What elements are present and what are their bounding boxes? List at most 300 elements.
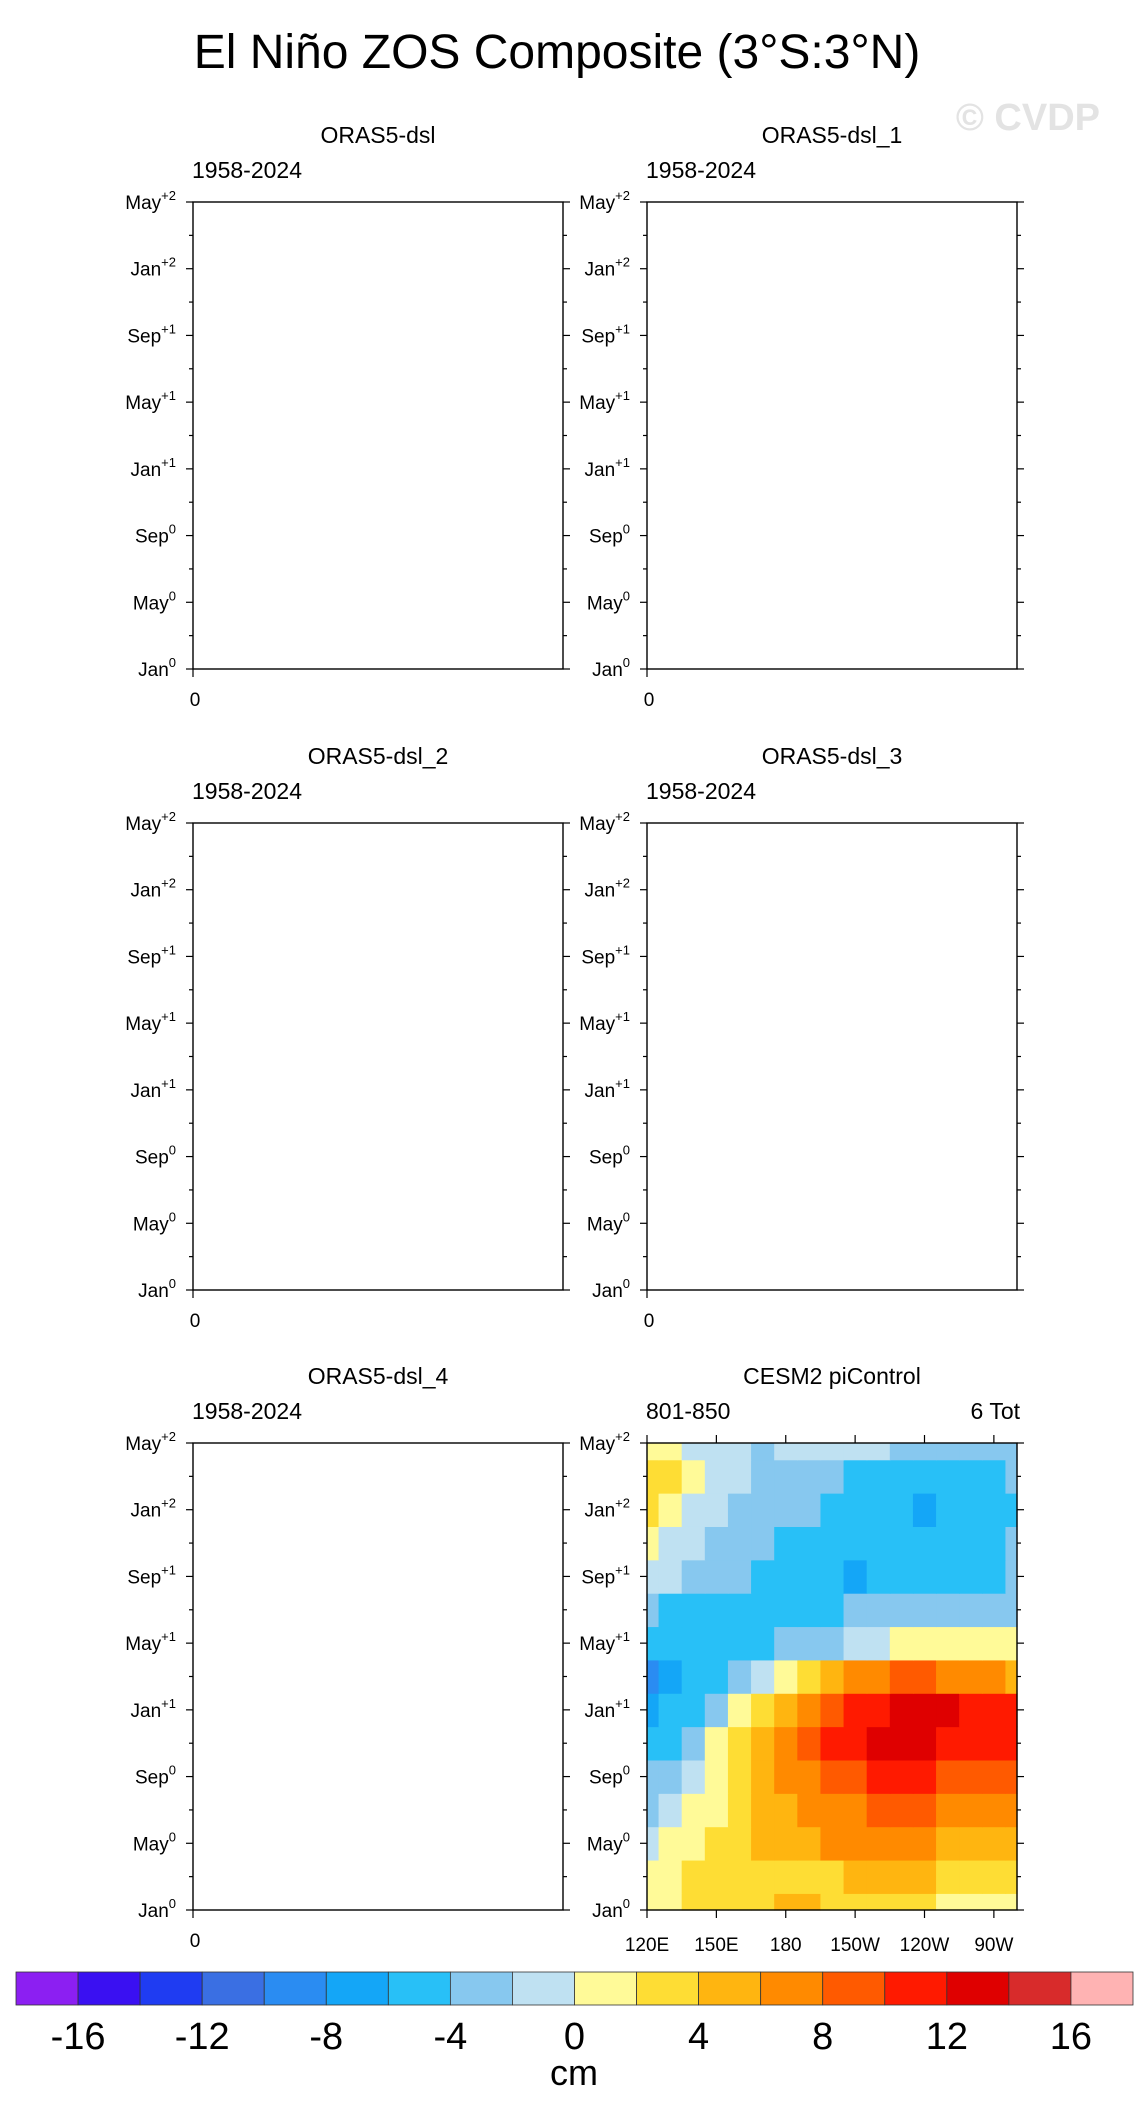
heatmap-cell xyxy=(867,1893,891,1910)
heatmap-cell xyxy=(844,1860,868,1894)
heatmap-cell xyxy=(913,1493,937,1527)
heatmap-cell xyxy=(982,1793,1006,1827)
heatmap-cell xyxy=(659,1460,683,1494)
heatmap-cell xyxy=(647,1493,659,1527)
heatmap-cell xyxy=(844,1443,868,1460)
y-tick-label: Sep$^{+1}$ xyxy=(127,942,176,969)
heatmap-cell xyxy=(936,1526,960,1560)
heatmap-cell xyxy=(682,1660,706,1694)
y-tick-label: Sep$^{+1}$ xyxy=(581,1562,630,1589)
figure-title: El Niño ZOS Composite (3°S:3°N) xyxy=(193,26,921,79)
heatmap-cell xyxy=(797,1793,821,1827)
colorbar-box xyxy=(575,1972,637,2005)
heatmap-cell xyxy=(705,1793,729,1827)
x-tick-label: 180 xyxy=(769,1935,802,1956)
heatmap-cell xyxy=(774,1760,798,1794)
heatmap-cell xyxy=(936,1460,960,1494)
x-tick-label: 150E xyxy=(694,1935,739,1956)
heatmap-cell xyxy=(959,1443,983,1460)
panel-title: ORAS5-dsl xyxy=(320,122,436,148)
heatmap-cell xyxy=(820,1827,844,1861)
heatmap-cell xyxy=(682,1526,706,1560)
heatmap-cell xyxy=(820,1760,844,1794)
heatmap-cell xyxy=(705,1660,729,1694)
heatmap-cell xyxy=(959,1860,983,1894)
heatmap-cell xyxy=(959,1526,983,1560)
heatmap-cell xyxy=(682,1626,706,1660)
y-tick-label: Jan$^{+1}$ xyxy=(584,1075,630,1102)
heatmap-cell xyxy=(1005,1626,1017,1660)
heatmap-cell xyxy=(751,1593,775,1627)
heatmap-cell xyxy=(913,1660,937,1694)
heatmap-cell xyxy=(797,1860,821,1894)
colorbar-label: -12 xyxy=(174,2016,230,2058)
heatmap-cell xyxy=(867,1793,891,1827)
colorbar-box xyxy=(512,1972,574,2005)
plot-frame xyxy=(193,823,563,1290)
heatmap-cell xyxy=(647,1760,659,1794)
panel-period: 1958-2024 xyxy=(646,157,756,183)
panel-title: ORAS5-dsl_4 xyxy=(307,1363,449,1389)
heatmap-cell xyxy=(982,1443,1006,1460)
heatmap-cell xyxy=(867,1560,891,1594)
heatmap-cell xyxy=(820,1626,844,1660)
heatmap-cell xyxy=(982,1493,1006,1527)
heatmap-cell xyxy=(751,1793,775,1827)
heatmap-cell xyxy=(959,1493,983,1527)
heatmap-cell xyxy=(890,1660,914,1694)
heatmap-cell xyxy=(936,1860,960,1894)
heatmap-cell xyxy=(820,1893,844,1910)
heatmap-cell xyxy=(936,1793,960,1827)
heatmap-cell xyxy=(682,1760,706,1794)
heatmap-cell xyxy=(1005,1827,1017,1861)
heatmap-cell xyxy=(797,1560,821,1594)
colorbar-box xyxy=(947,1972,1009,2005)
y-tick-label: May$^{+1}$ xyxy=(125,1629,176,1656)
heatmap-cell xyxy=(705,1727,729,1761)
heatmap-cell xyxy=(820,1443,844,1460)
colorbar-label: 0 xyxy=(563,2016,586,2058)
heatmap-cell xyxy=(1005,1443,1017,1460)
heatmap-cell xyxy=(647,1693,659,1727)
x-tick-label: 0 xyxy=(189,690,201,711)
heatmap-cell xyxy=(728,1793,752,1827)
x-tick-label: 150W xyxy=(830,1935,880,1956)
heatmap-cell xyxy=(982,1727,1006,1761)
heatmap-cell xyxy=(913,1893,937,1910)
heatmap-cell xyxy=(751,1526,775,1560)
y-tick-label: May$^{+1}$ xyxy=(125,388,176,415)
heatmap-cell xyxy=(797,1443,821,1460)
heatmap-cell xyxy=(890,1493,914,1527)
heatmap-cell xyxy=(797,1526,821,1560)
heatmap-cell xyxy=(844,1827,868,1861)
heatmap-cell xyxy=(647,1793,659,1827)
heatmap-cell xyxy=(1005,1560,1017,1594)
colorbar-units: cm xyxy=(550,2052,598,2093)
y-tick-label: May$^0$ xyxy=(132,588,176,615)
heatmap-cell xyxy=(728,1443,752,1460)
heatmap-cell xyxy=(1005,1493,1017,1527)
heatmap-cell xyxy=(1005,1660,1017,1694)
heatmap-cell xyxy=(751,1626,775,1660)
heatmap-cell xyxy=(867,1526,891,1560)
heatmap-cell xyxy=(705,1593,729,1627)
y-tick-label: Jan$^{+1}$ xyxy=(130,454,176,481)
y-tick-label: Jan$^{+2}$ xyxy=(130,254,176,281)
heatmap-cell xyxy=(682,1827,706,1861)
heatmap-cell xyxy=(1005,1893,1017,1910)
heatmap-cell xyxy=(959,1760,983,1794)
heatmap-cell xyxy=(647,1526,659,1560)
heatmap-cell xyxy=(820,1660,844,1694)
heatmap-cell xyxy=(867,1626,891,1660)
plot-frame xyxy=(193,202,563,669)
y-tick-label: Jan$^0$ xyxy=(592,655,630,681)
y-tick-label: Jan$^0$ xyxy=(138,1276,176,1302)
heatmap-cell xyxy=(913,1827,937,1861)
heatmap-cell xyxy=(913,1693,937,1727)
plot-frame xyxy=(647,823,1017,1290)
heatmap-cell xyxy=(1005,1727,1017,1761)
heatmap-cell xyxy=(820,1693,844,1727)
heatmap-cell xyxy=(705,1693,729,1727)
heatmap-cell xyxy=(647,1860,659,1894)
heatmap-cell xyxy=(705,1760,729,1794)
panel-title: ORAS5-dsl_2 xyxy=(307,743,449,769)
heatmap-cell xyxy=(659,1443,683,1460)
heatmap-cell xyxy=(936,1593,960,1627)
heatmap-cell xyxy=(647,1827,659,1861)
heatmap-cell xyxy=(682,1560,706,1594)
heatmap-cell xyxy=(1005,1760,1017,1794)
colorbar-box xyxy=(761,1972,823,2005)
heatmap-cell xyxy=(867,1693,891,1727)
heatmap-cell xyxy=(959,1593,983,1627)
heatmap-cell xyxy=(682,1893,706,1910)
heatmap-cell xyxy=(867,1460,891,1494)
heatmap-cell xyxy=(867,1443,891,1460)
heatmap-cell xyxy=(913,1560,937,1594)
heatmap-cell xyxy=(728,1560,752,1594)
y-tick-label: May$^{+2}$ xyxy=(125,809,176,835)
heatmap-cell xyxy=(936,1727,960,1761)
panel-4 xyxy=(579,743,1024,1332)
heatmap-cell xyxy=(659,1693,683,1727)
heatmap-cell xyxy=(797,1626,821,1660)
y-tick-label: May$^{+1}$ xyxy=(579,388,630,415)
heatmap-cell xyxy=(867,1860,891,1894)
heatmap-cell xyxy=(705,1827,729,1861)
x-tick-label: 120E xyxy=(624,1935,670,1956)
heatmap-cell xyxy=(751,1860,775,1894)
y-tick-label: Jan$^{+1}$ xyxy=(584,454,630,481)
colorbar-label: 8 xyxy=(812,2016,834,2058)
heatmap-cell xyxy=(728,1893,752,1910)
colorbar-box xyxy=(16,1972,78,2005)
heatmap-cell xyxy=(820,1727,844,1761)
heatmap-cell xyxy=(728,1493,752,1527)
heatmap-cell xyxy=(682,1727,706,1761)
heatmap-cell xyxy=(936,1626,960,1660)
heatmap-cell xyxy=(890,1860,914,1894)
y-tick-label: Jan$^{+1}$ xyxy=(130,1695,176,1722)
heatmap-cell xyxy=(774,1693,798,1727)
heatmap-cell xyxy=(728,1526,752,1560)
heatmap-cell xyxy=(982,1526,1006,1560)
heatmap-cell xyxy=(982,1827,1006,1861)
heatmap-cell xyxy=(1005,1526,1017,1560)
heatmap-cell xyxy=(890,1827,914,1861)
heatmap-cell xyxy=(705,1526,729,1560)
heatmap-cell xyxy=(682,1493,706,1527)
y-tick-label: Jan$^{+2}$ xyxy=(130,1495,176,1522)
colorbar-box xyxy=(1071,1972,1133,2005)
heatmap-cell xyxy=(659,1727,683,1761)
heatmap-cell xyxy=(647,1460,659,1494)
heatmap-cell xyxy=(913,1593,937,1627)
x-tick-label: 0 xyxy=(643,1311,655,1332)
x-tick-label: 0 xyxy=(643,690,655,711)
heatmap-cell xyxy=(728,1760,752,1794)
heatmap-cell xyxy=(728,1693,752,1727)
heatmap-cell xyxy=(890,1593,914,1627)
x-tick-label: 0 xyxy=(189,1311,201,1332)
y-tick-label: Sep$^0$ xyxy=(588,1762,630,1789)
heatmap-cell xyxy=(936,1827,960,1861)
heatmap-cell xyxy=(728,1727,752,1761)
y-tick-label: May$^{+2}$ xyxy=(125,188,176,214)
heatmap-cell xyxy=(982,1860,1006,1894)
heatmap-cell xyxy=(774,1593,798,1627)
heatmap-cell xyxy=(959,1693,983,1727)
heatmap-cell xyxy=(751,1693,775,1727)
heatmap-cell xyxy=(705,1560,729,1594)
heatmap-cell xyxy=(774,1727,798,1761)
y-tick-label: Sep$^0$ xyxy=(134,1762,176,1789)
y-tick-label: Jan$^0$ xyxy=(592,1896,630,1922)
colorbar-box xyxy=(823,1972,885,2005)
heatmap-cell xyxy=(844,1793,868,1827)
panel-3 xyxy=(125,743,570,1332)
y-tick-label: Sep$^{+1}$ xyxy=(127,1562,176,1589)
panel-count: 6 Tot xyxy=(970,1398,1020,1424)
y-tick-label: Jan$^{+1}$ xyxy=(130,1075,176,1102)
panel-title: CESM2 piControl xyxy=(743,1363,921,1389)
x-tick-label: 90W xyxy=(974,1935,1014,1956)
heatmap-cell xyxy=(959,1660,983,1694)
x-tick-label: 0 xyxy=(189,1931,201,1952)
heatmap-cell xyxy=(647,1893,659,1910)
colorbar-label: -16 xyxy=(50,2016,106,2058)
heatmap-cell xyxy=(844,1727,868,1761)
heatmap-cell xyxy=(844,1560,868,1594)
y-tick-label: May$^{+1}$ xyxy=(579,1009,630,1036)
heatmap-cell xyxy=(982,1660,1006,1694)
y-tick-label: May$^0$ xyxy=(132,1829,176,1856)
colorbar-label: 4 xyxy=(688,2016,710,2058)
panels xyxy=(125,122,1024,1956)
heatmap-cell xyxy=(844,1660,868,1694)
y-tick-label: Jan$^{+2}$ xyxy=(584,875,630,902)
x-tick-label: 120W xyxy=(899,1935,950,1956)
panel-6 xyxy=(579,1363,1024,1956)
heatmap-cell xyxy=(890,1693,914,1727)
heatmap-cell xyxy=(1005,1693,1017,1727)
heatmap-cell xyxy=(936,1893,960,1910)
heatmap-cell xyxy=(982,1626,1006,1660)
heatmap-cell xyxy=(774,1660,798,1694)
y-tick-label: May$^0$ xyxy=(586,1209,630,1236)
heatmap-cell xyxy=(774,1860,798,1894)
watermark: © CVDP xyxy=(955,97,1100,139)
heatmap-cell xyxy=(728,1593,752,1627)
panel-title: ORAS5-dsl_1 xyxy=(761,122,903,148)
heatmap-cell xyxy=(659,1760,683,1794)
heatmap-cell xyxy=(682,1593,706,1627)
heatmap-cell xyxy=(867,1727,891,1761)
heatmap-cell xyxy=(797,1660,821,1694)
y-tick-label: Jan$^{+2}$ xyxy=(584,254,630,281)
heatmap-cell xyxy=(867,1760,891,1794)
heatmap-cell xyxy=(797,1593,821,1627)
heatmap-cell xyxy=(844,1593,868,1627)
heatmap-cell xyxy=(936,1760,960,1794)
heatmap-cell xyxy=(959,1460,983,1494)
y-tick-label: Sep$^0$ xyxy=(588,1142,630,1169)
heatmap-cell xyxy=(797,1460,821,1494)
heatmap-cell xyxy=(751,1893,775,1910)
heatmap-cell xyxy=(797,1727,821,1761)
heatmap-cell xyxy=(705,1460,729,1494)
y-tick-label: Sep$^{+1}$ xyxy=(581,942,630,969)
heatmap-cell xyxy=(659,1660,683,1694)
heatmap-cell xyxy=(820,1460,844,1494)
heatmap-cell xyxy=(774,1827,798,1861)
y-tick-label: May$^{+1}$ xyxy=(125,1009,176,1036)
colorbar-box xyxy=(885,1972,947,2005)
y-tick-label: May$^{+2}$ xyxy=(579,188,630,214)
heatmap-cell xyxy=(659,1560,683,1594)
panel-1 xyxy=(125,122,570,711)
heatmap-cell xyxy=(936,1443,960,1460)
y-tick-label: May$^0$ xyxy=(586,1829,630,1856)
colorbar-box xyxy=(140,1972,202,2005)
y-tick-label: Sep$^0$ xyxy=(588,521,630,548)
heatmap-cell xyxy=(820,1560,844,1594)
colorbar-box xyxy=(637,1972,699,2005)
heatmap-cell xyxy=(913,1793,937,1827)
y-tick-label: May$^{+2}$ xyxy=(125,1429,176,1455)
colorbar-box xyxy=(78,1972,140,2005)
heatmap-cell xyxy=(820,1493,844,1527)
heatmap-cell xyxy=(844,1626,868,1660)
colorbar-box xyxy=(1009,1972,1071,2005)
heatmap-cell xyxy=(936,1693,960,1727)
heatmap-cell xyxy=(705,1893,729,1910)
colorbar-box xyxy=(264,1972,326,2005)
heatmap-cell xyxy=(913,1760,937,1794)
heatmap-cell xyxy=(959,1727,983,1761)
heatmap-cell xyxy=(705,1626,729,1660)
heatmap-cell xyxy=(913,1727,937,1761)
heatmap-cell xyxy=(751,1660,775,1694)
y-tick-label: Jan$^0$ xyxy=(138,655,176,681)
heatmap-cell xyxy=(659,1793,683,1827)
heatmap-cell xyxy=(647,1560,659,1594)
heatmap-cell xyxy=(844,1693,868,1727)
colorbar-label: -4 xyxy=(433,2016,468,2058)
heatmap-cell xyxy=(659,1893,683,1910)
heatmap-cells xyxy=(647,1443,1018,1911)
plot-frame xyxy=(193,1443,563,1910)
heatmap-cell xyxy=(1005,1860,1017,1894)
colorbar-label: -8 xyxy=(309,2016,344,2058)
heatmap-cell xyxy=(959,1560,983,1594)
heatmap-cell xyxy=(774,1443,798,1460)
heatmap-cell xyxy=(913,1860,937,1894)
colorbar-box xyxy=(202,1972,264,2005)
heatmap-cell xyxy=(774,1626,798,1660)
heatmap-cell xyxy=(659,1526,683,1560)
heatmap-cell xyxy=(774,1560,798,1594)
heatmap-cell xyxy=(982,1893,1006,1910)
y-tick-label: Jan$^0$ xyxy=(138,1896,176,1922)
colorbar-label: 16 xyxy=(1049,2016,1093,2058)
heatmap-cell xyxy=(1005,1460,1017,1494)
heatmap-cell xyxy=(867,1660,891,1694)
heatmap-cell xyxy=(728,1626,752,1660)
heatmap-cell xyxy=(659,1827,683,1861)
heatmap-cell xyxy=(751,1493,775,1527)
heatmap-cell xyxy=(982,1560,1006,1594)
heatmap-cell xyxy=(844,1526,868,1560)
heatmap-cell xyxy=(774,1460,798,1494)
heatmap-cell xyxy=(1005,1793,1017,1827)
colorbar-box xyxy=(699,1972,761,2005)
heatmap-cell xyxy=(682,1693,706,1727)
heatmap-cell xyxy=(682,1793,706,1827)
heatmap-cell xyxy=(751,1560,775,1594)
heatmap-cell xyxy=(867,1593,891,1627)
plot-frame xyxy=(647,202,1017,669)
heatmap-cell xyxy=(1005,1593,1017,1627)
heatmap-cell xyxy=(890,1526,914,1560)
heatmap-cell xyxy=(890,1443,914,1460)
heatmap-cell xyxy=(820,1860,844,1894)
panel-5 xyxy=(125,1363,570,1952)
heatmap-cell xyxy=(705,1860,729,1894)
heatmap-cell xyxy=(913,1626,937,1660)
heatmap-cell xyxy=(844,1493,868,1527)
panel-period: 1958-2024 xyxy=(192,157,302,183)
heatmap-cell xyxy=(820,1526,844,1560)
y-tick-label: Sep$^0$ xyxy=(134,1142,176,1169)
heatmap-cell xyxy=(890,1560,914,1594)
y-tick-label: May$^0$ xyxy=(132,1209,176,1236)
heatmap-cell xyxy=(797,1693,821,1727)
panel-period: 1958-2024 xyxy=(646,778,756,804)
heatmap-cell xyxy=(659,1860,683,1894)
heatmap-cell xyxy=(936,1560,960,1594)
heatmap-cell xyxy=(751,1460,775,1494)
heatmap-cell xyxy=(959,1793,983,1827)
heatmap-cell xyxy=(797,1827,821,1861)
heatmap-cell xyxy=(982,1760,1006,1794)
heatmap-cell xyxy=(820,1793,844,1827)
heatmap-cell xyxy=(913,1443,937,1460)
